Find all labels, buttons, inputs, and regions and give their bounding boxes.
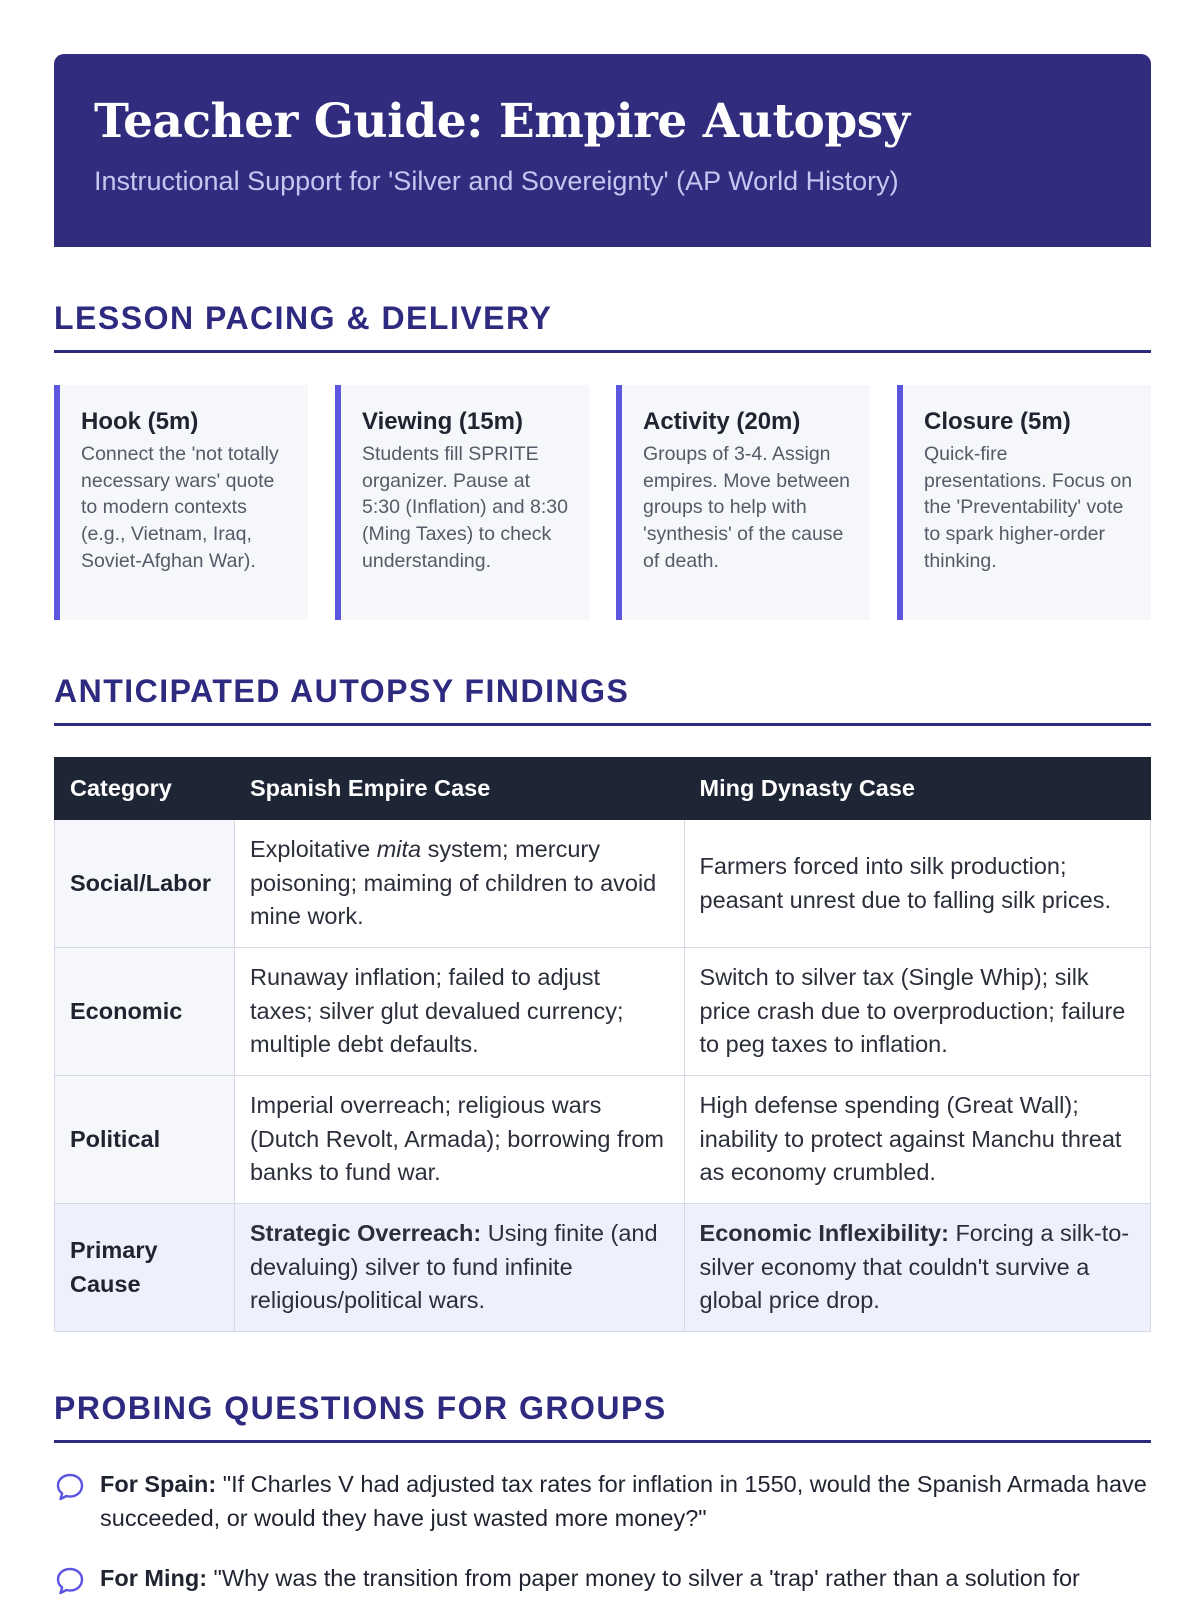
ming-cell: Switch to silver tax (Single Whip); silk price crash due to overproduction; failure to peg taxes to inflation. [684,948,1150,1076]
card-title: Viewing (15m) [362,408,523,435]
page-subtitle: Instructional Support for 'Silver and Sovereignty' (AP World History) [94,166,899,196]
row-category: Primary Cause [55,1204,235,1332]
cell-text: Exploitative [249,836,377,863]
table-row-primary-cause [55,1204,1151,1332]
findings-table [54,757,1151,1332]
section-heading-questions: PROBING QUESTIONS FOR GROUPS [54,1390,1151,1443]
question-text [100,1561,1080,1595]
row-category: Social/Labor [55,820,235,948]
table-row [55,1076,1151,1204]
list-item [54,1467,1151,1535]
table-header-row [55,758,1151,820]
ming-cell [684,1204,1150,1332]
card-body: Students fill SPRITE organizer. Pause at 5:30 (Inflation) and 8:30 (Ming Taxes) to check understanding. [362,443,568,572]
card-title: Hook (5m) [81,408,199,435]
spain-cell [234,820,684,948]
section-heading-pacing: LESSON PACING & DELIVERY [54,300,1151,353]
card-body: Connect the 'not totally necessary wars' quote to modern contexts (e.g., Vietnam, Iraq, Soviet-Afghan War). [81,443,279,572]
speech-bubble-icon [54,1565,86,1597]
ming-cell: Farmers forced into silk production; peasant unrest due to falling silk prices. [684,820,1150,948]
pacing-card-hook [54,385,308,620]
pacing-card-activity [616,385,870,620]
cell-text: Forcing a silk-to-silver economy that couldn't survive a global price drop. [699,1220,1130,1314]
question-lead: For Spain: [100,1471,217,1497]
column-header-category: Category [55,758,235,820]
ming-cell: High defense spending (Great Wall); inability to protect against Manchu threat as economy crumbled. [684,1076,1150,1204]
question-text [100,1467,1151,1535]
question-body: "Why was the transition from paper money to silver a 'trap' rather than a solution for [207,1565,1080,1591]
table-row [55,948,1151,1076]
cell-emphasis: mita [376,836,422,863]
page-header [54,54,1151,247]
card-title: Closure (5m) [924,408,1071,435]
page-title: Teacher Guide: Empire Autopsy [94,94,910,149]
probing-questions-list [54,1467,1151,1600]
list-item [54,1561,1151,1597]
pacing-cards [54,385,1151,620]
cell-text: system; mercury poisoning; maiming of children to avoid mine work. [249,836,657,930]
spain-cell [234,1204,684,1332]
spain-cell: Runaway inflation; failed to adjust taxes; silver glut devalued currency; multiple debt defaults. [234,948,684,1076]
column-header-spain: Spanish Empire Case [234,758,684,820]
cell-lead: Economic Inflexibility: [699,1220,949,1247]
spain-cell: Imperial overreach; religious wars (Dutch Revolt, Armada); borrowing from banks to fund war. [234,1076,684,1204]
speech-bubble-icon [54,1471,86,1503]
pacing-card-closure [897,385,1151,620]
column-header-ming: Ming Dynasty Case [684,758,1150,820]
pacing-card-viewing [335,385,589,620]
cell-text: Using finite (and devaluing) silver to fund infinite religious/political wars. [249,1220,658,1314]
question-lead: For Ming: [100,1565,208,1591]
row-category: Economic [55,948,235,1076]
table-row [55,820,1151,948]
section-heading-findings: ANTICIPATED AUTOPSY FINDINGS [54,673,1151,726]
card-body: Groups of 3-4. Assign empires. Move between groups to help with 'synthesis' of the cause of death. [643,443,851,572]
card-title: Activity (20m) [643,408,801,435]
card-body: Quick-fire presentations. Focus on the 'Preventability' vote to spark higher-order thinking. [924,443,1133,572]
cell-lead: Strategic Overreach: [249,1220,482,1247]
question-body: "If Charles V had adjusted tax rates for inflation in 1550, would the Spanish Armada have succeeded, or would they have just wasted more money?" [100,1471,1147,1531]
row-category: Political [55,1076,235,1204]
